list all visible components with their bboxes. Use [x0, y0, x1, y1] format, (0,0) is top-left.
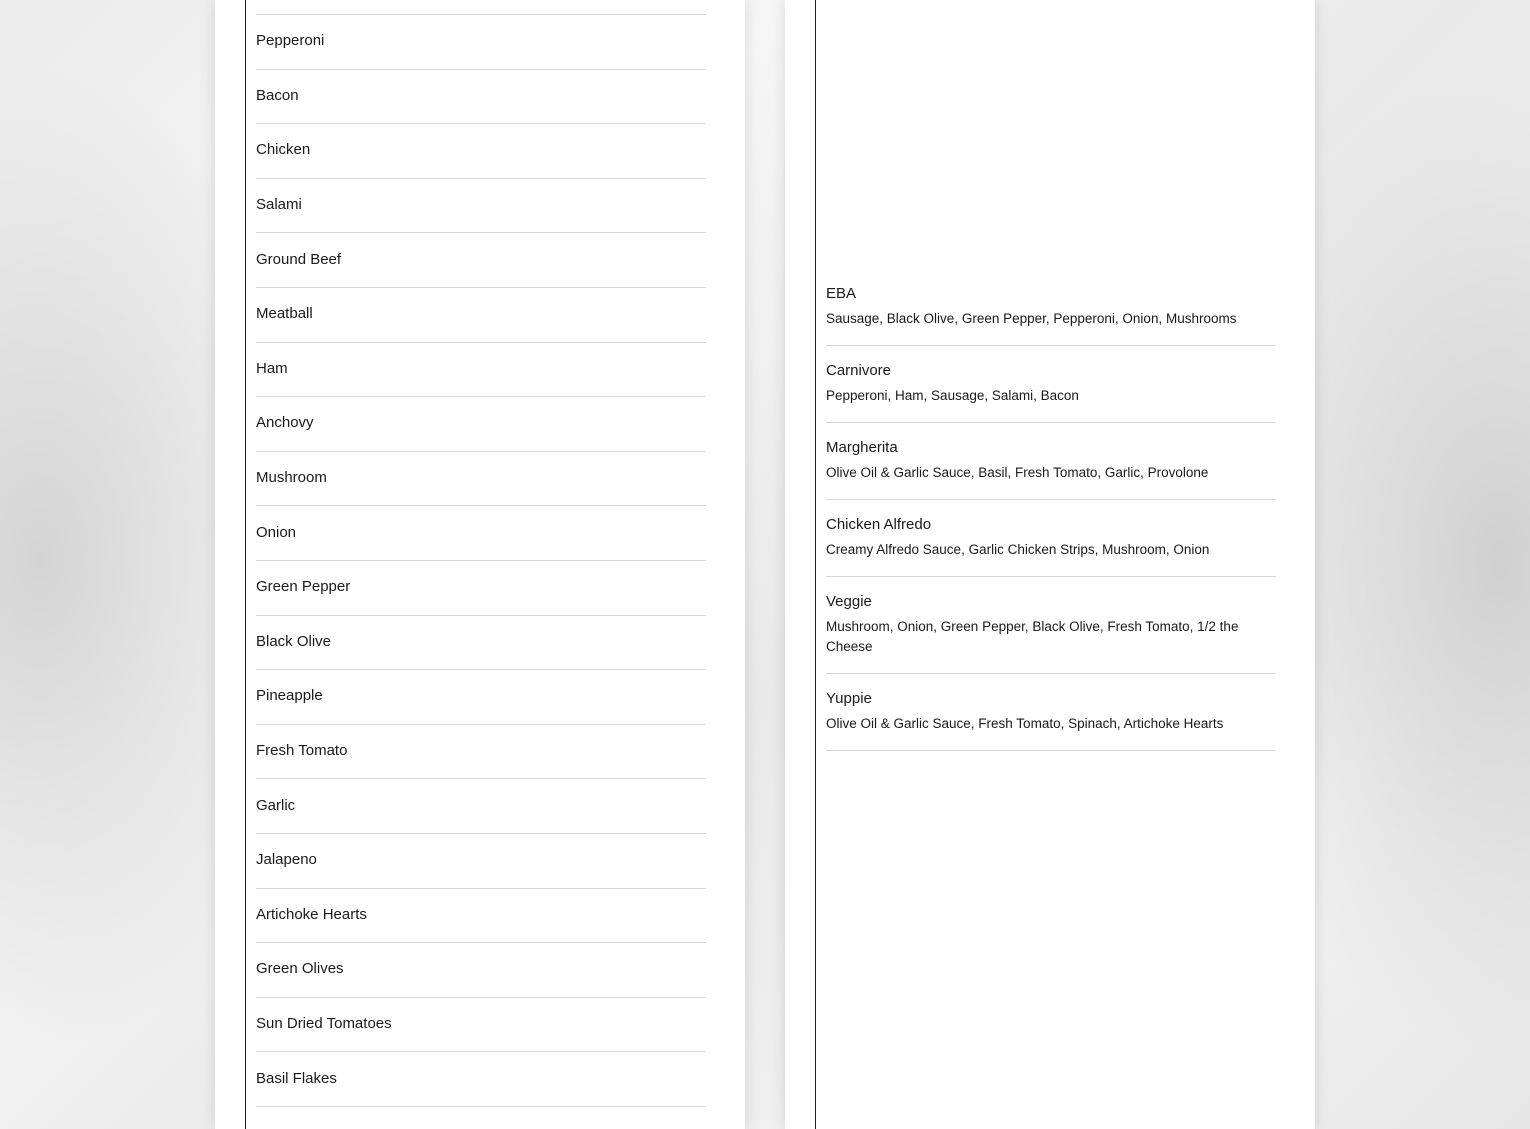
pizza-name: Yuppie — [826, 690, 872, 707]
pizza-ingredients: Pepperoni, Ham, Sausage, Salami, Bacon — [826, 388, 1079, 403]
topping-item[interactable] — [256, 70, 706, 125]
toppings-column — [245, 0, 706, 1129]
topping-label: Chicken — [256, 141, 311, 159]
pizza-item-chicken-alfredo[interactable] — [826, 511, 1276, 577]
topping-item[interactable] — [256, 15, 706, 70]
pizza-ingredients: Mushroom, Onion, Green Pepper, Black Olive, Fresh Tomato, 1/2 the Cheese — [826, 619, 1239, 654]
pizza-list — [826, 280, 1276, 762]
pizza-item-carnivore[interactable] — [826, 357, 1276, 423]
topping-label: Garlic — [256, 796, 296, 814]
topping-label: Jalapeno — [256, 851, 317, 869]
topping-item[interactable] — [256, 452, 706, 507]
topping-label: Anchovy — [256, 414, 314, 432]
pizza-name: Carnivore — [826, 362, 892, 379]
topping-item[interactable] — [256, 943, 706, 998]
topping-label: Green Pepper — [256, 578, 351, 596]
topping-label: Fresh Tomato — [256, 742, 348, 760]
specialty-pizzas-column — [815, 0, 1276, 1129]
topping-label: Pineapple — [256, 687, 323, 705]
topping-label: Ground Beef — [256, 250, 342, 268]
topping-item[interactable] — [256, 834, 706, 889]
topping-label: Black Olive — [256, 632, 332, 650]
topping-item[interactable] — [256, 889, 706, 944]
topping-label: Basil Flakes — [256, 1069, 337, 1087]
pizza-name: Chicken Alfredo — [826, 516, 932, 533]
topping-item[interactable] — [256, 179, 706, 234]
pizza-name: EBA — [826, 285, 857, 302]
topping-label: Green Olives — [256, 960, 344, 978]
topping-label: Bacon — [256, 86, 299, 104]
topping-label: Sun Dried Tomatoes — [256, 1014, 392, 1032]
topping-item[interactable] — [256, 124, 706, 179]
pizza-item-yuppie[interactable] — [826, 685, 1276, 751]
topping-item[interactable] — [256, 233, 706, 288]
pizza-ingredients: Olive Oil & Garlic Sauce, Basil, Fresh Tomato, Garlic, Provolone — [826, 465, 1209, 480]
pizza-ingredients: Olive Oil & Garlic Sauce, Fresh Tomato, Spinach, Artichoke Hearts — [826, 716, 1224, 731]
topping-item[interactable] — [256, 725, 706, 780]
specialty-pizzas-panel — [785, 0, 1315, 1129]
topping-item[interactable] — [256, 616, 706, 671]
topping-item[interactable] — [256, 343, 706, 398]
pizza-item-margherita[interactable] — [826, 434, 1276, 500]
topping-label: Meatball — [256, 305, 313, 323]
toppings-panel — [215, 0, 745, 1129]
topping-item[interactable] — [256, 670, 706, 725]
topping-label: Salami — [256, 196, 302, 214]
topping-item[interactable] — [256, 506, 706, 561]
topping-label: Ham — [256, 359, 288, 377]
pizza-name: Margherita — [826, 439, 898, 456]
topping-item[interactable] — [256, 998, 706, 1053]
pizza-item-eba[interactable] — [826, 280, 1276, 346]
topping-item[interactable] — [256, 1052, 706, 1107]
topping-item[interactable] — [256, 561, 706, 616]
pizza-name: Veggie — [826, 593, 872, 610]
pizza-item-veggie[interactable] — [826, 588, 1276, 674]
topping-label: Onion — [256, 523, 297, 541]
pizza-ingredients: Sausage, Black Olive, Green Pepper, Pepperoni, Onion, Mushrooms — [826, 311, 1237, 326]
topping-label: Mushroom — [256, 469, 327, 487]
topping-item[interactable] — [256, 397, 706, 452]
toppings-list — [256, 14, 706, 1107]
pizza-ingredients: Creamy Alfredo Sauce, Garlic Chicken Strips, Mushroom, Onion — [826, 542, 1210, 557]
topping-item[interactable] — [256, 288, 706, 343]
topping-label: Artichoke Hearts — [256, 905, 367, 923]
topping-item[interactable] — [256, 779, 706, 834]
topping-label: Pepperoni — [256, 32, 325, 50]
